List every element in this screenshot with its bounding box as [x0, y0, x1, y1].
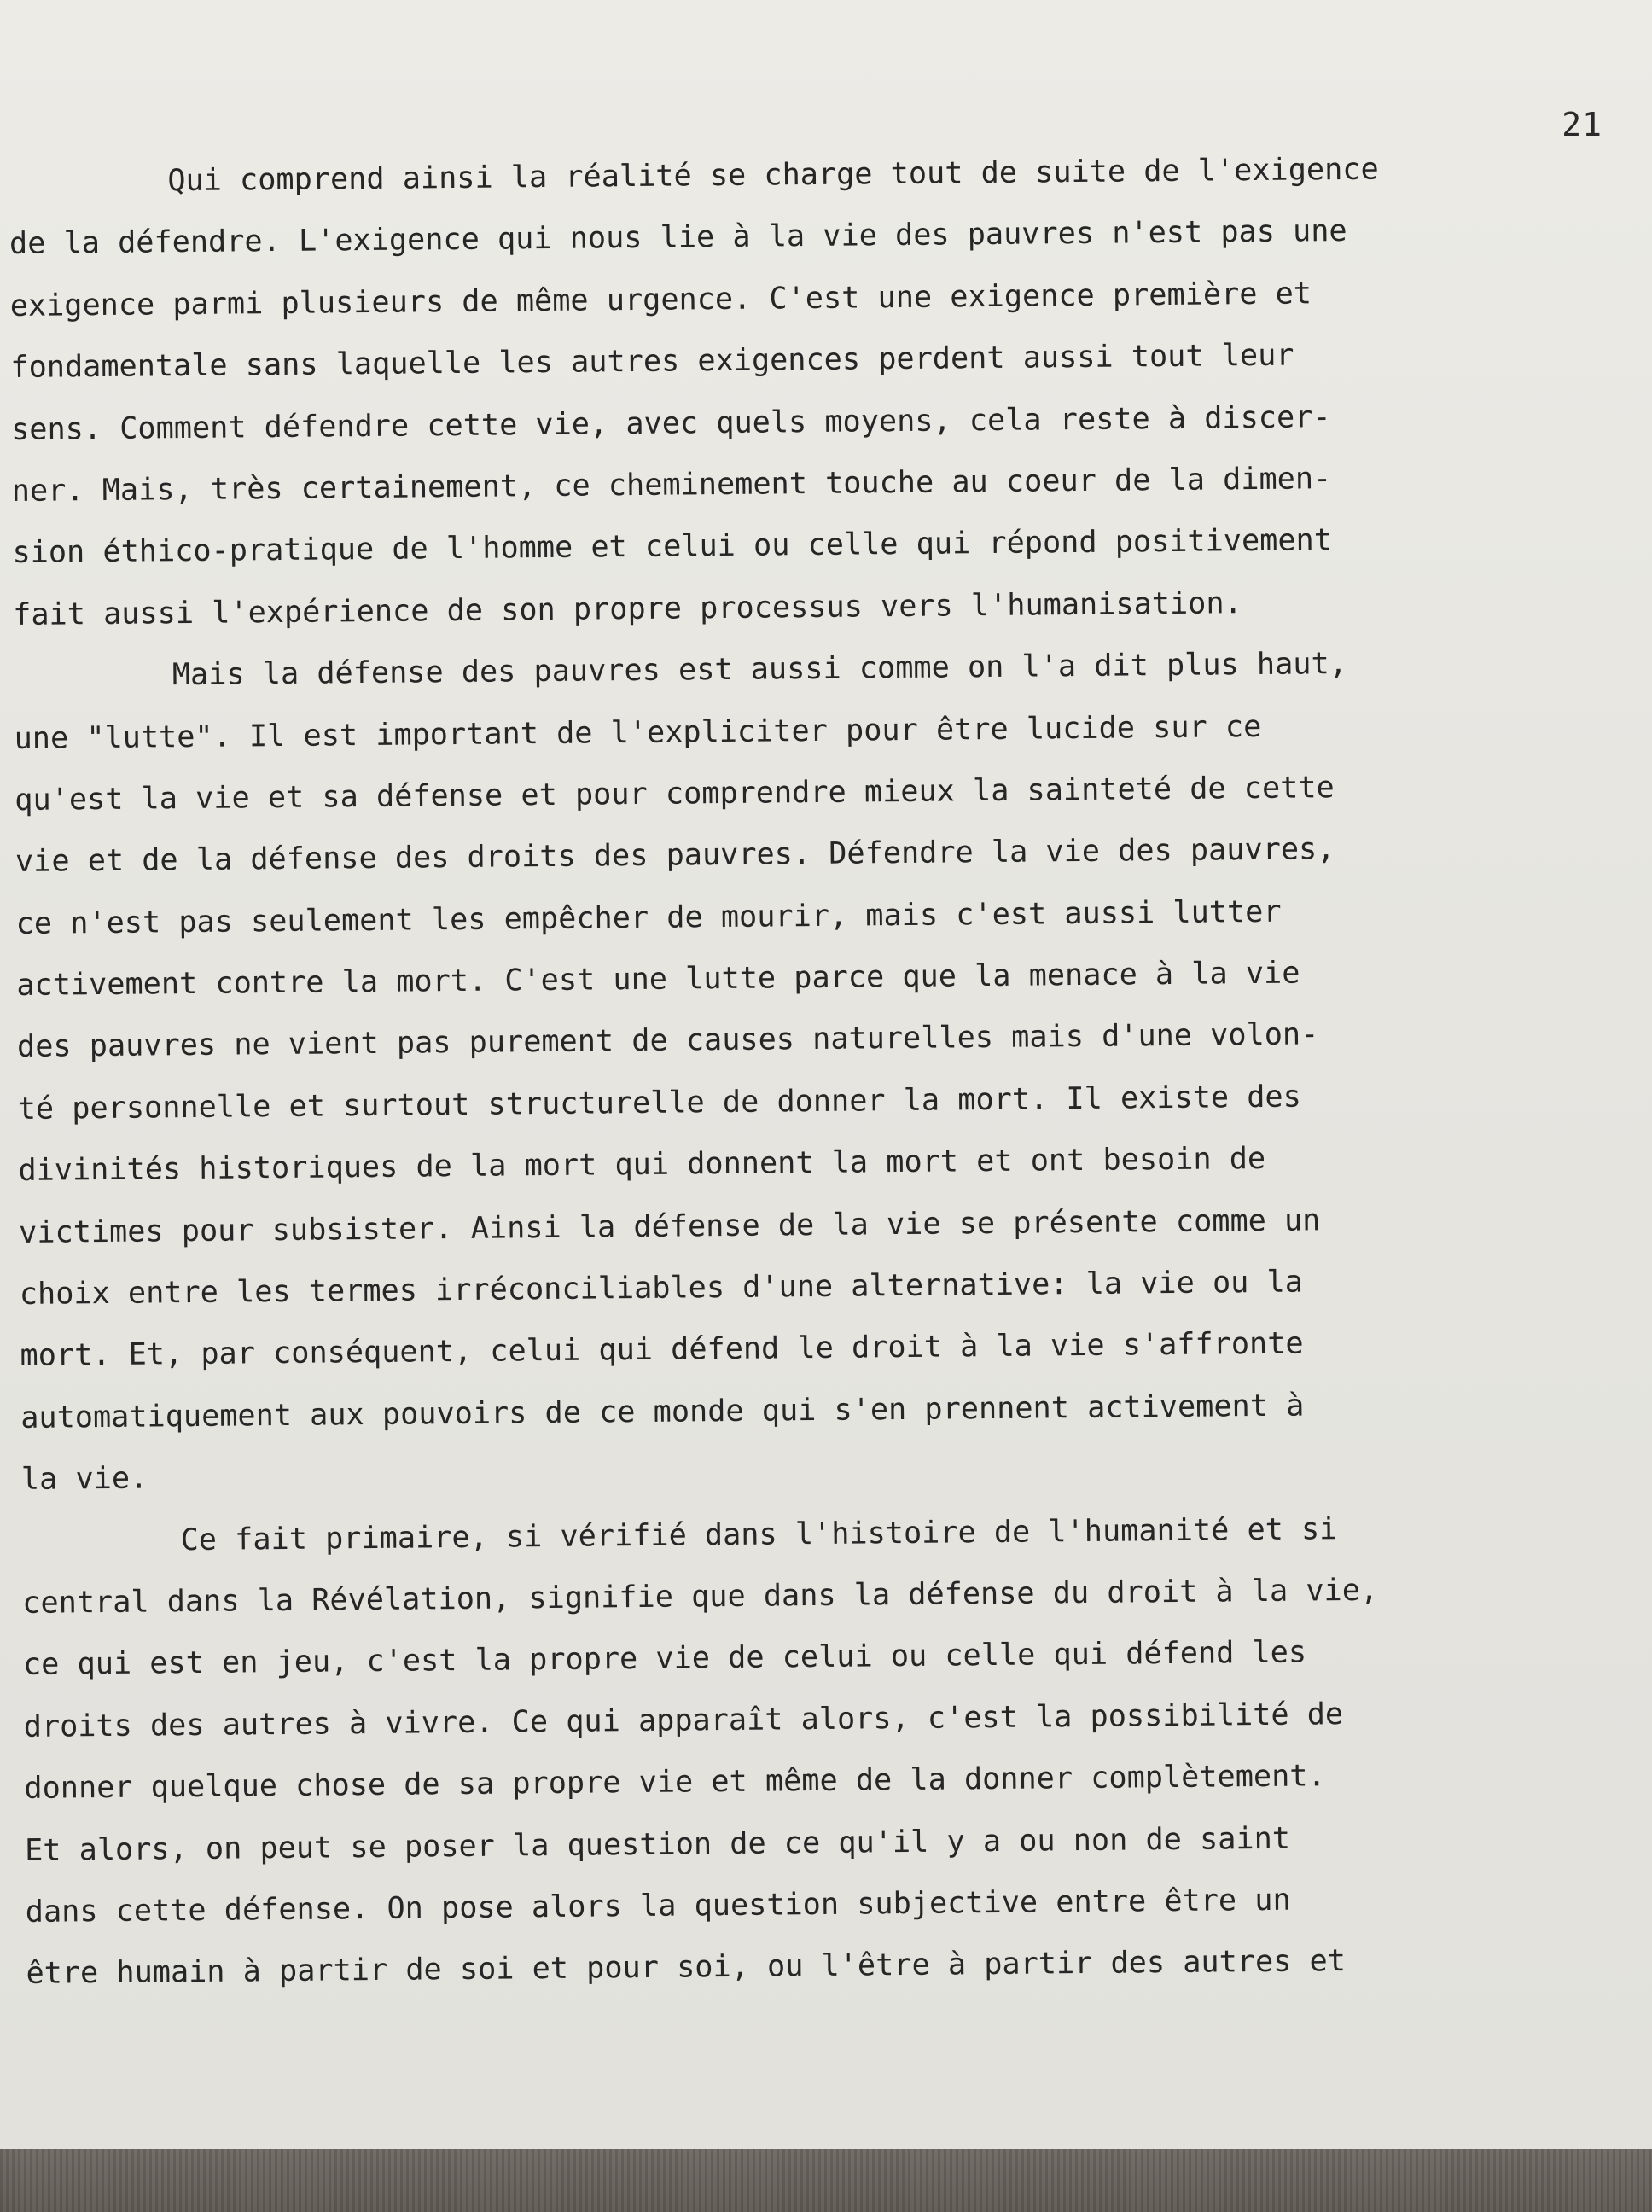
text-line: central dans la Révélation, signifie que dans la défense du droit à la vie, — [22, 1572, 1379, 1621]
text-line: Ce fait primaire, si vérifié dans l'histoire de l'humanité et si — [180, 1511, 1338, 1557]
text-line: choix entre les termes irréconciliables d'une alternative: la vie ou la — [19, 1264, 1304, 1312]
text-line: divinités historiques de la mort qui donnent la mort et ont besoin de — [18, 1141, 1266, 1189]
text-line: ner. Mais, très certainement, ce cheminement touche au coeur de la dimen- — [11, 461, 1332, 509]
text-line: activement contre la mort. C'est une lutte parce que la menace à la vie — [16, 955, 1300, 1004]
text-line: Qui comprend ainsi la réalité se charge tout de suite de l'exigence — [167, 151, 1379, 199]
text-line: ce n'est pas seulement les empêcher de mourir, mais c'est aussi lutter — [15, 894, 1282, 941]
text-line: la vie. — [20, 1460, 148, 1498]
text-line: Mais la défense des pauvres est aussi comme on l'a dit plus haut, — [172, 646, 1348, 693]
text-line: fait aussi l'expérience de son propre processus vers l'humanisation. — [13, 585, 1242, 632]
text-line: té personnelle et surtout structurelle de donner la mort. Il existe des — [17, 1079, 1302, 1126]
text-line: Et alors, on peut se poser la question de ce qu'il y a ou non de saint — [24, 1820, 1291, 1868]
desk-surface — [0, 2149, 1652, 2212]
text-line: être humain à partir de soi et pour soi, ou l'être à partir des autres et — [26, 1943, 1347, 1992]
text-line: vie et de la défense des droits des pauvres. Défendre la vie des pauvres, — [15, 831, 1335, 880]
text-line: des pauvres ne vient pas purement de causes naturelles mais d'une volon- — [16, 1016, 1319, 1065]
body-text — [9, 137, 1631, 2005]
text-line: dans cette défense. On pose alors la question subjective entre être un — [25, 1882, 1291, 1930]
text-line: exigence parmi plusieurs de même urgence. C'est une exigence première et — [9, 276, 1312, 323]
text-line: de la défendre. L'exigence qui nous lie à la vie des pauvres n'est pas une — [9, 213, 1347, 262]
text-line: fondamentale sans laquelle les autres exigences perdent aussi tout leur — [10, 337, 1294, 386]
text-line: ce qui est en jeu, c'est la propre vie de celui ou celle qui défend les — [22, 1634, 1307, 1683]
page-number: 21 — [1562, 106, 1603, 143]
text-line: automatiquement aux pouvoirs de ce monde qui s'en prennent activement à — [20, 1388, 1305, 1435]
text-line: sens. Comment défendre cette vie, avec quels moyens, cela reste à discer- — [10, 399, 1331, 447]
text-line: donner quelque chose de sa propre vie et même de la donner complètement. — [24, 1758, 1326, 1807]
text-line: victimes pour subsister. Ainsi la défense de la vie se présente comme un — [18, 1202, 1321, 1250]
text-line: une "lutte". Il est important de l'expliciter pour être lucide sur ce — [14, 708, 1262, 756]
text-line: mort. Et, par conséquent, celui qui défend le droit à la vie s'affronte — [20, 1325, 1304, 1374]
text-line: qu'est la vie et sa défense et pour comprendre mieux la sainteté de cette — [15, 770, 1335, 818]
text-line: sion éthico-pratique de l'homme et celui ou celle qui répond positivement — [12, 522, 1333, 571]
text-line: droits des autres à vivre. Ce qui apparaît alors, c'est la possibilité de — [23, 1696, 1344, 1744]
